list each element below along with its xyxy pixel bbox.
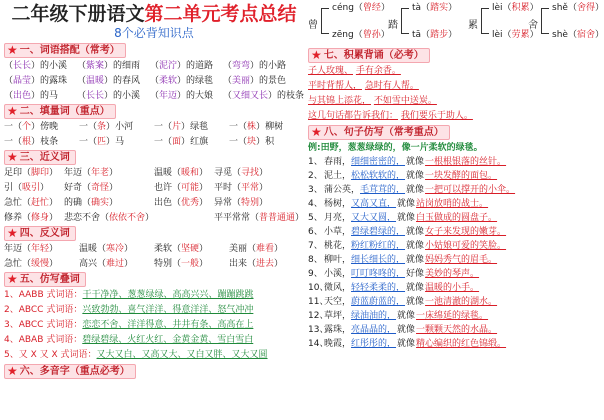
section-title: 三、近义词 — [19, 152, 70, 163]
poly-char: 曾 — [308, 20, 318, 31]
grid-cell: （晶莹）的露珠 — [4, 76, 68, 86]
right-column — [308, 2, 604, 418]
title-black: 二年级下册语文 — [11, 3, 145, 25]
connector: 就像 — [406, 255, 425, 265]
connector: 就像 — [406, 227, 425, 237]
simile: 白玉做成的圆盘子。 — [416, 213, 498, 223]
connector: 就像 — [397, 325, 416, 335]
star-icon: ★ — [311, 48, 322, 62]
section-title: 二、填量词（重点） — [19, 106, 110, 117]
list-item — [308, 183, 596, 197]
simile: 女子来发现的嫩芽。 — [425, 227, 507, 237]
descriptor: 又大又圆， — [351, 213, 397, 223]
descriptor: 松松软软的， — [351, 171, 406, 181]
list-item — [4, 319, 304, 331]
grid-cell: 年迈（年老） — [63, 168, 118, 178]
list-item — [308, 267, 596, 281]
star-icon: ★ — [7, 43, 18, 57]
reading-b: lèi（劳累） — [492, 30, 539, 40]
list-item — [308, 155, 596, 169]
descriptor: 亮晶晶的， — [351, 325, 397, 335]
list-item — [308, 295, 596, 309]
simile: 一块发酵的面包。 — [425, 171, 498, 181]
item-label: 3、ABCC 式词语： — [4, 320, 83, 330]
grid-cell: 一（条）小河 — [79, 122, 134, 132]
star-icon: ★ — [7, 364, 18, 378]
grid-cell: （泥泞）的道路 — [149, 61, 214, 71]
item-label: 1、AABB 式词语： — [4, 290, 83, 300]
grid-cell: 一（块）积 — [229, 137, 275, 147]
grid-cell: 美丽（难看） — [229, 244, 284, 254]
bracket — [541, 8, 549, 34]
star-icon: ★ — [7, 150, 18, 164]
list-item — [308, 239, 596, 253]
grid-cell: 高兴（难过） — [79, 259, 134, 269]
list-item — [308, 211, 596, 225]
reading-a: shě（舍得） — [552, 3, 604, 13]
subject: 春雨， — [324, 157, 352, 167]
page-subtitle: 8个必背知识点 — [114, 26, 194, 40]
item-number: 2、 — [308, 171, 323, 181]
connector: 就像 — [406, 297, 425, 307]
subject: 小溪， — [324, 269, 352, 279]
synonyms-grid — [4, 167, 304, 224]
item-number: 11、 — [308, 297, 329, 307]
descriptor: 碧绿碧绿的， — [351, 227, 406, 237]
grid-cell — [154, 212, 214, 224]
descriptor: 细长细长的， — [351, 255, 406, 265]
word-pairs-grid — [4, 60, 304, 102]
item-words: 干干净净、葱葱绿绿、高高兴兴、蹦蹦跳跳 — [82, 290, 254, 300]
section-header-3 — [4, 150, 304, 165]
reading-a: lèi（积累） — [492, 3, 539, 13]
left-column — [4, 2, 304, 418]
descriptor: 红彤彤的， — [351, 339, 397, 349]
list-item — [308, 95, 596, 108]
subject: 泥土， — [324, 171, 352, 181]
recitation-list — [308, 65, 596, 123]
list-item — [308, 110, 596, 123]
item-words: 碧绿碧绿、火红火红、金黄金黄、雪白雪白 — [82, 335, 254, 345]
descriptor: 叮叮咚咚的， — [351, 269, 406, 279]
descriptor: 细细密密的， — [351, 157, 406, 167]
item-number: 12、 — [308, 311, 329, 321]
reading-b: tā（踏步） — [412, 30, 458, 40]
grid-cell: 平时（平常） — [213, 183, 268, 193]
section-header-4 — [4, 226, 304, 241]
bracket — [321, 8, 329, 34]
item-words: 又大又白、又高又大、又白又胖、又大又圆 — [96, 350, 268, 360]
descriptor: 又高又直， — [351, 199, 397, 209]
descriptor: 蔚蓝蔚蓝的， — [351, 297, 406, 307]
simile: 温暖的小手。 — [425, 283, 480, 293]
list-item — [4, 349, 304, 361]
reading-b: shè（宿舍） — [552, 30, 604, 40]
simile: 美妙的琴声。 — [425, 269, 480, 279]
reading-a: tà（踏实） — [412, 3, 458, 13]
section-header-1 — [4, 43, 304, 58]
list-item — [308, 281, 596, 295]
sentence-list — [308, 155, 596, 351]
section-title: 五、仿写叠词 — [19, 274, 80, 285]
phrase-b: 我们要乐于助人。 — [400, 111, 473, 121]
bracket — [401, 8, 409, 34]
section-title: 七、积累背诵（必考） — [323, 50, 424, 61]
connector: 就像 — [406, 185, 425, 195]
list-item — [308, 65, 596, 78]
phrase-a: 子人玫瑰、 — [308, 66, 354, 76]
phrase-b: 不如雪中送炭。 — [373, 96, 437, 106]
grid-cell: 一（根）枝条 — [4, 137, 59, 147]
phrase-b: 手有余香。 — [355, 66, 401, 76]
connector: 就像 — [397, 311, 416, 321]
reading-a: céng（曾经） — [332, 3, 390, 13]
list-item — [308, 253, 596, 267]
grid-cell: 年迈（年轻） — [4, 244, 59, 254]
descriptor: 轻轻柔柔的， — [351, 283, 406, 293]
page-title — [4, 2, 304, 26]
grid-cell: 一（匹）马 — [79, 137, 125, 147]
example-sentence: 例:田野，葱葱绿绿的，像一片柔软的绿毯。 — [308, 143, 483, 153]
subject: 天空， — [324, 297, 352, 307]
item-number: 13、 — [308, 325, 329, 335]
item-number: 10、 — [308, 283, 329, 293]
subject: 晚霞， — [324, 339, 352, 349]
item-label: 2、ABCC 式词语： — [4, 305, 83, 315]
phrase-b: 急时有人帮。 — [364, 81, 419, 91]
connector: 就像 — [406, 157, 425, 167]
subject: 月亮， — [324, 213, 352, 223]
connector: 就像 — [406, 171, 425, 181]
grid-cell: 柔软（坚硬） — [154, 244, 209, 254]
grid-cell: 修养（修身） — [4, 213, 59, 223]
grid-cell: 温暖（暖和） — [154, 168, 209, 178]
grid-cell: 一（片）绿毯 — [154, 122, 209, 132]
list-item — [4, 304, 304, 316]
grid-cell: 一（面）红旗 — [154, 137, 209, 147]
section-title: 六、多音字（重点必考） — [19, 366, 130, 377]
descriptor: 绿油油的， — [351, 311, 397, 321]
item-words: 兴致勃勃、喜气洋洋、得意洋洋、怒气冲冲 — [82, 305, 254, 315]
item-number: 9、 — [308, 269, 323, 279]
grid-cell: （柔软）的绿毯 — [149, 76, 214, 86]
item-number: 14、 — [308, 339, 329, 349]
reduplication-list — [4, 289, 304, 361]
item-number: 1、 — [308, 157, 323, 167]
star-icon: ★ — [311, 125, 322, 139]
grid-cell: 的确（确实） — [63, 198, 118, 208]
grid-cell: 一（个）傍晚 — [4, 122, 59, 132]
connector: 就像 — [397, 199, 416, 209]
grid-cell: （长长）的小溪 — [4, 61, 68, 71]
grid-cell: （弯弯）的小路 — [222, 61, 286, 71]
star-icon: ★ — [7, 272, 18, 286]
list-item — [308, 337, 596, 351]
connector: 就像 — [406, 241, 425, 251]
list-item — [308, 197, 596, 211]
bracket — [481, 8, 489, 34]
polyphonic-chars — [308, 2, 604, 46]
subject: 露珠， — [324, 325, 352, 335]
section-header-5 — [4, 272, 304, 287]
simile: 小姑娘可爱的笑脸。 — [425, 241, 507, 251]
simile: 一池清澈的湖水。 — [425, 297, 498, 307]
simile: 一颗颗天然的水晶。 — [416, 325, 498, 335]
grid-cell: 平平常常（普普通通） — [213, 213, 304, 223]
simile: 站岗放哨的战士。 — [416, 199, 489, 209]
simile: 精心编织的红色锦缎。 — [416, 339, 507, 349]
grid-cell: 特别（一般） — [154, 259, 209, 269]
item-number: 5、 — [308, 213, 323, 223]
measure-words-grid — [4, 121, 304, 148]
item-number: 8、 — [308, 255, 323, 265]
list-item — [4, 289, 304, 301]
item-number: 3、 — [308, 185, 323, 195]
subject: 柳叶， — [324, 255, 352, 265]
grid-cell: 好奇（奇怪） — [63, 183, 118, 193]
phrase-a: 这几句话都告诉我们： — [308, 111, 399, 121]
connector: 就像 — [397, 213, 416, 223]
connector: 就像 — [406, 283, 425, 293]
connector: 就像 — [397, 339, 416, 349]
grid-cell: （温暖）的春风 — [76, 76, 141, 86]
list-item — [4, 334, 304, 346]
subject: 草坪， — [324, 311, 352, 321]
item-number: 4、 — [308, 199, 323, 209]
section-header-7 — [308, 48, 596, 63]
section-header-6 — [4, 364, 304, 379]
section-title: 八、句子仿写（常考重点） — [323, 127, 444, 138]
section-header-8 — [308, 125, 596, 140]
poly-char: 舍 — [528, 20, 538, 31]
simile: 妈妈秀气的眉毛。 — [425, 255, 498, 265]
grid-cell: （长长）的小溪 — [76, 91, 141, 101]
subject: 杨树， — [324, 199, 352, 209]
grid-cell: （出色）的马 — [4, 91, 59, 101]
grid-cell: （美丽）的景色 — [222, 76, 286, 86]
grid-cell: 出色（优秀） — [154, 198, 209, 208]
phrase-a: 与其锦上添花， — [308, 96, 372, 106]
item-number: 7、 — [308, 241, 323, 251]
grid-cell: （紫案）的细雨 — [76, 61, 141, 71]
list-item — [308, 225, 596, 239]
grid-cell: 异常（特别） — [213, 198, 268, 208]
subject: 蒲公英， — [324, 185, 361, 195]
connector: 好像 — [406, 269, 425, 279]
subject: 桃花， — [324, 241, 352, 251]
list-item — [308, 323, 596, 337]
grid-cell: （又细又长）的枝条 — [222, 91, 304, 101]
grid-cell: 急忙（缓慢） — [4, 259, 59, 269]
grid-cell: 也许（可能） — [154, 183, 209, 193]
grid-cell: 悲恋不舍（依依不舍） — [63, 213, 154, 223]
grid-cell: 一（株）柳树 — [229, 122, 284, 132]
poly-char: 累 — [468, 20, 478, 31]
item-label: 5、又 X 又 X 式词语： — [4, 350, 97, 360]
poly-char: 踏 — [388, 20, 398, 31]
reading-b: zēng（曾孙） — [332, 30, 390, 40]
section-title: 一、词语搭配（常考） — [19, 45, 120, 56]
simile: 一床绵延的绿毯。 — [416, 311, 489, 321]
list-item — [308, 309, 596, 323]
grid-cell: 寻觅（寻找） — [213, 168, 268, 178]
grid-cell: 出来（进去） — [229, 259, 284, 269]
subject: 微风， — [324, 283, 352, 293]
title-red: 第二单元考点总结 — [144, 3, 297, 25]
grid-cell: 温暖（寒冷） — [79, 244, 134, 254]
grid-cell: 引（吸引） — [4, 183, 50, 193]
item-number: 6、 — [308, 227, 323, 237]
simile: 一把可以撑开的小伞。 — [425, 185, 516, 195]
star-icon: ★ — [7, 104, 18, 118]
descriptor: 毛茸茸的， — [360, 185, 406, 195]
grid-cell: 足印（脚印） — [4, 168, 59, 178]
star-icon: ★ — [7, 226, 18, 240]
subject: 小草， — [324, 227, 352, 237]
descriptor: 粉红粉红的， — [351, 241, 406, 251]
section-header-2 — [4, 104, 304, 119]
antonyms-grid — [4, 243, 304, 270]
grid-cell: 急忙（赶忙） — [4, 198, 59, 208]
item-label: 4、ABAB 式词语： — [4, 335, 83, 345]
list-item — [308, 169, 596, 183]
grid-cell: （年迈）的大娘 — [149, 91, 214, 101]
simile: 一根根银落的丝针。 — [425, 157, 507, 167]
list-item — [308, 80, 596, 93]
phrase-a: 平时背帮人， — [308, 81, 363, 91]
section-title: 四、反义词 — [19, 228, 70, 239]
item-words: 恋恋不舍、洋洋得意、井井有条、高高在上 — [82, 320, 254, 330]
